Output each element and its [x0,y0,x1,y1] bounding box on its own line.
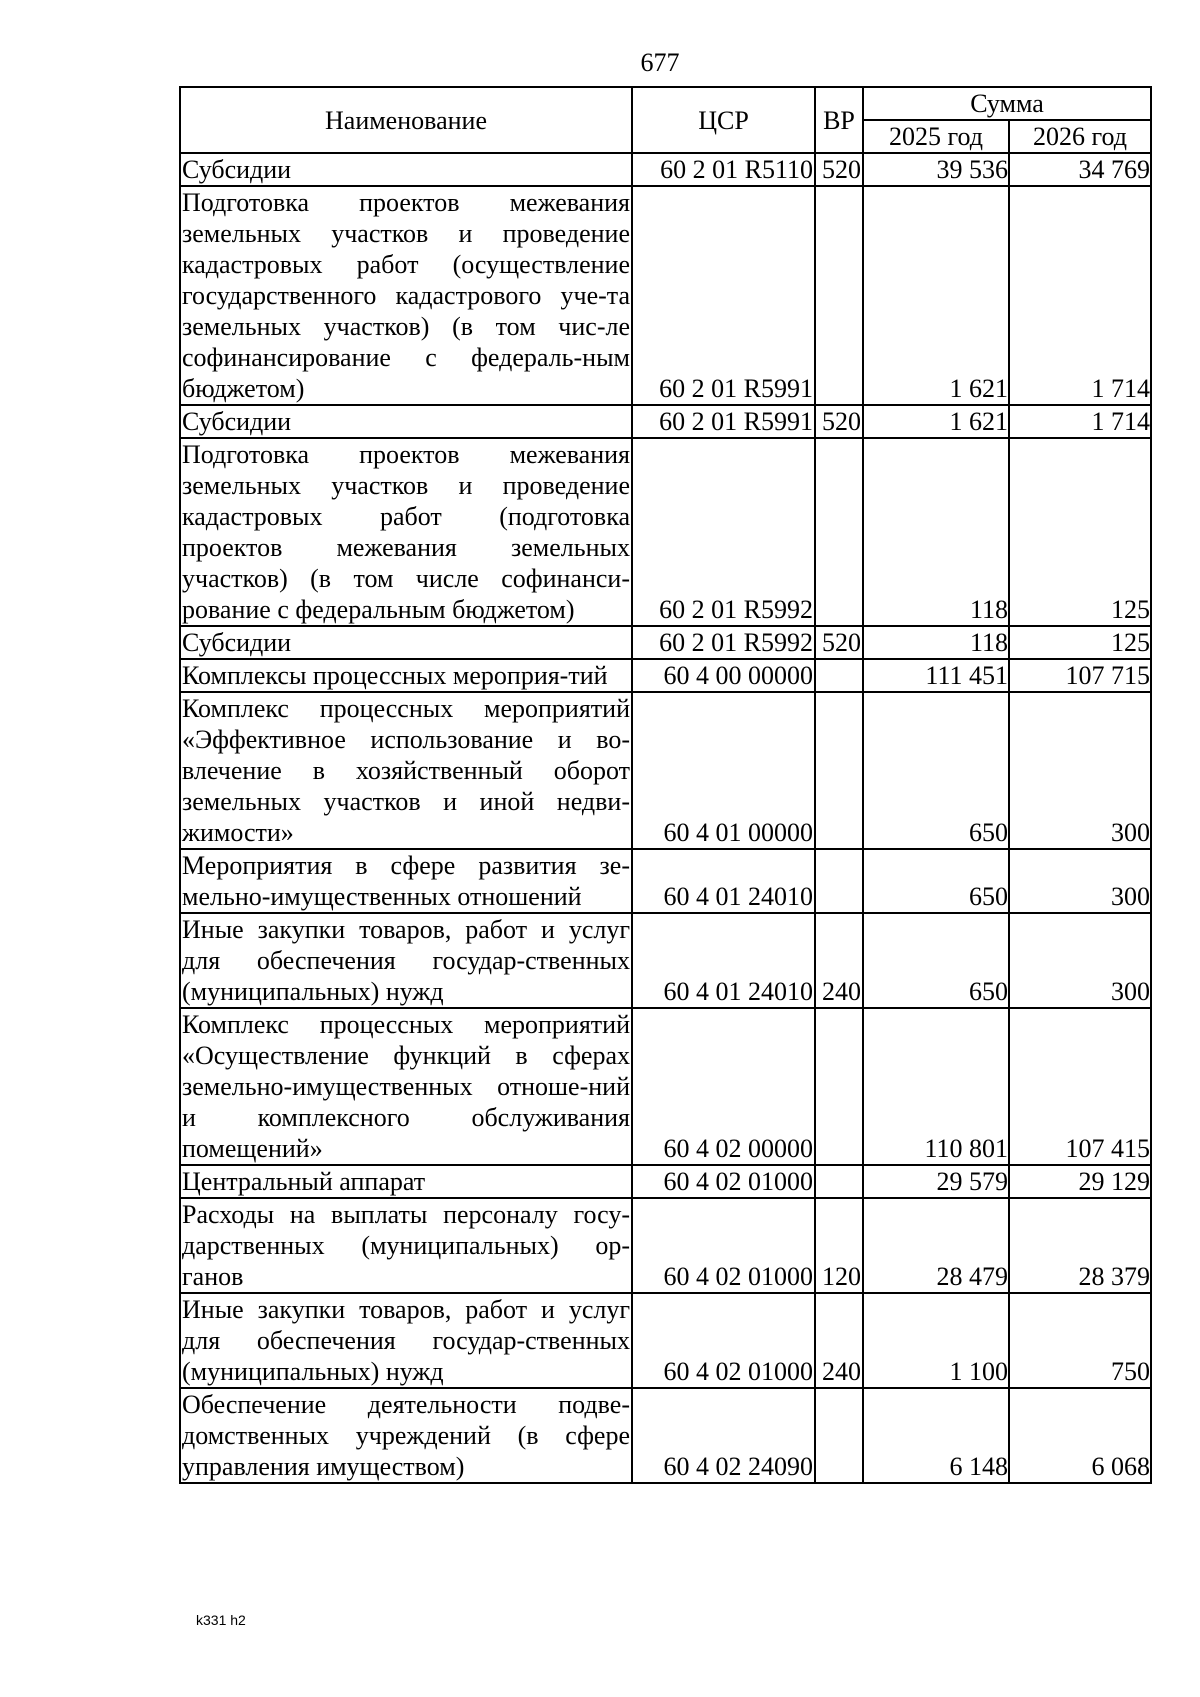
row-vr [815,438,863,626]
row-name: Обеспечение деятельности подве-домственных учреждений (в сфере управления имуществом) [182,1390,630,1481]
row-vr: 520 [815,153,863,186]
row-vr [815,659,863,692]
row-csr: 60 4 02 01000 [632,1165,815,1198]
row-name: Подготовка проектов межевания земельных участков и проведение кадастровых работ (подготовка проектов межевания земельных участков) (в том числе софинанси-рование с федеральным бюджетом) [182,440,630,624]
row-amount-2025: 118 [863,626,1009,659]
row-csr: 60 2 01 R5992 [632,626,815,659]
row-amount-2026: 750 [1009,1293,1151,1388]
table-row [180,153,1151,186]
table-row [180,849,1151,913]
row-amount-2025: 650 [863,849,1009,913]
row-name: Комплекс процессных мероприятий «Осуществление функций в сферах земельно-имущественных отноше-ний и комплексного обслуживания помещений» [182,1010,630,1163]
row-csr: 60 2 01 R5991 [632,405,815,438]
row-vr: 240 [815,1293,863,1388]
row-amount-2025: 39 536 [863,153,1009,186]
row-name: Иные закупки товаров, работ и услуг для обеспечения государ-ственных (муниципальных) нужд [182,1295,630,1386]
row-vr: 120 [815,1198,863,1293]
row-vr [815,692,863,849]
row-csr: 60 4 00 00000 [632,659,815,692]
row-name: Мероприятия в сфере развития зе-мельно-имущественных отношений [182,851,630,911]
row-amount-2025: 6 148 [863,1388,1009,1483]
row-amount-2026: 34 769 [1009,153,1151,186]
row-amount-2025: 1 621 [863,186,1009,405]
table-header [180,87,1151,153]
header-name: Наименование [180,87,632,153]
row-csr: 60 4 02 00000 [632,1008,815,1165]
row-name: Расходы на выплаты персоналу госу-дарственных (муниципальных) ор-ганов [182,1200,630,1291]
row-csr: 60 2 01 R5991 [632,186,815,405]
page-number: 677 [640,48,680,77]
row-amount-2025: 29 579 [863,1165,1009,1198]
row-name: Субсидии [180,626,632,659]
header-year-2025: 2025 год [863,120,1009,153]
row-csr: 60 4 01 24010 [632,913,815,1008]
budget-table [179,86,1152,1484]
row-name: Субсидии [180,405,632,438]
table-row [180,405,1151,438]
table-row [180,659,1151,692]
row-csr: 60 4 02 01000 [632,1198,815,1293]
header-year-2026: 2026 год [1009,120,1151,153]
row-csr: 60 4 02 01000 [632,1293,815,1388]
header-vr: ВР [815,87,863,153]
table-row [180,1008,1151,1165]
row-amount-2025: 111 451 [863,659,1009,692]
header-sum: Сумма [863,87,1151,120]
row-amount-2026: 125 [1009,438,1151,626]
row-amount-2026: 300 [1009,692,1151,849]
row-amount-2025: 1 621 [863,405,1009,438]
table-row [180,186,1151,405]
row-name: Подготовка проектов межевания земельных участков и проведение кадастровых работ (осуществление государственного кадастрового уче-та земельных участков) (в том чис-ле софинансирование с федераль-ным бюджетом) [182,188,630,403]
row-amount-2026: 107 415 [1009,1008,1151,1165]
row-amount-2025: 650 [863,913,1009,1008]
table-body [180,153,1151,1483]
row-csr: 60 2 01 R5992 [632,438,815,626]
table-row [180,1388,1151,1483]
row-amount-2026: 28 379 [1009,1198,1151,1293]
row-vr [815,1388,863,1483]
row-vr: 240 [815,913,863,1008]
table-row [180,1198,1151,1293]
table-row [180,692,1151,849]
row-amount-2026: 125 [1009,626,1151,659]
table-row [180,1165,1151,1198]
row-amount-2026: 1 714 [1009,405,1151,438]
row-vr [815,849,863,913]
row-csr: 60 4 01 00000 [632,692,815,849]
row-name: Иные закупки товаров, работ и услуг для обеспечения государ-ственных (муниципальных) нужд [182,915,630,1006]
table-row [180,626,1151,659]
row-csr: 60 4 02 24090 [632,1388,815,1483]
row-vr: 520 [815,626,863,659]
row-name: Центральный аппарат [180,1165,632,1198]
row-amount-2025: 110 801 [863,1008,1009,1165]
row-name: Комплекс процессных мероприятий «Эффективное использование и во-влечение в хозяйственный оборот земельных участков и иной недви-жимости» [182,694,630,847]
row-amount-2026: 300 [1009,849,1151,913]
row-name: Субсидии [180,153,632,186]
row-csr: 60 2 01 R5110 [632,153,815,186]
row-amount-2026: 29 129 [1009,1165,1151,1198]
table-row [180,1293,1151,1388]
row-vr [815,1165,863,1198]
row-amount-2025: 28 479 [863,1198,1009,1293]
row-vr [815,1008,863,1165]
row-amount-2025: 118 [863,438,1009,626]
row-amount-2026: 1 714 [1009,186,1151,405]
footer-code: k331 h2 [196,1612,246,1628]
row-amount-2026: 6 068 [1009,1388,1151,1483]
row-amount-2025: 1 100 [863,1293,1009,1388]
table-row [180,913,1151,1008]
row-amount-2026: 300 [1009,913,1151,1008]
table-row [180,438,1151,626]
row-vr: 520 [815,405,863,438]
row-name: Комплексы процессных мероприя-тий [180,659,632,692]
header-csr: ЦСР [632,87,815,153]
row-vr [815,186,863,405]
row-csr: 60 4 01 24010 [632,849,815,913]
row-amount-2026: 107 715 [1009,659,1151,692]
row-amount-2025: 650 [863,692,1009,849]
